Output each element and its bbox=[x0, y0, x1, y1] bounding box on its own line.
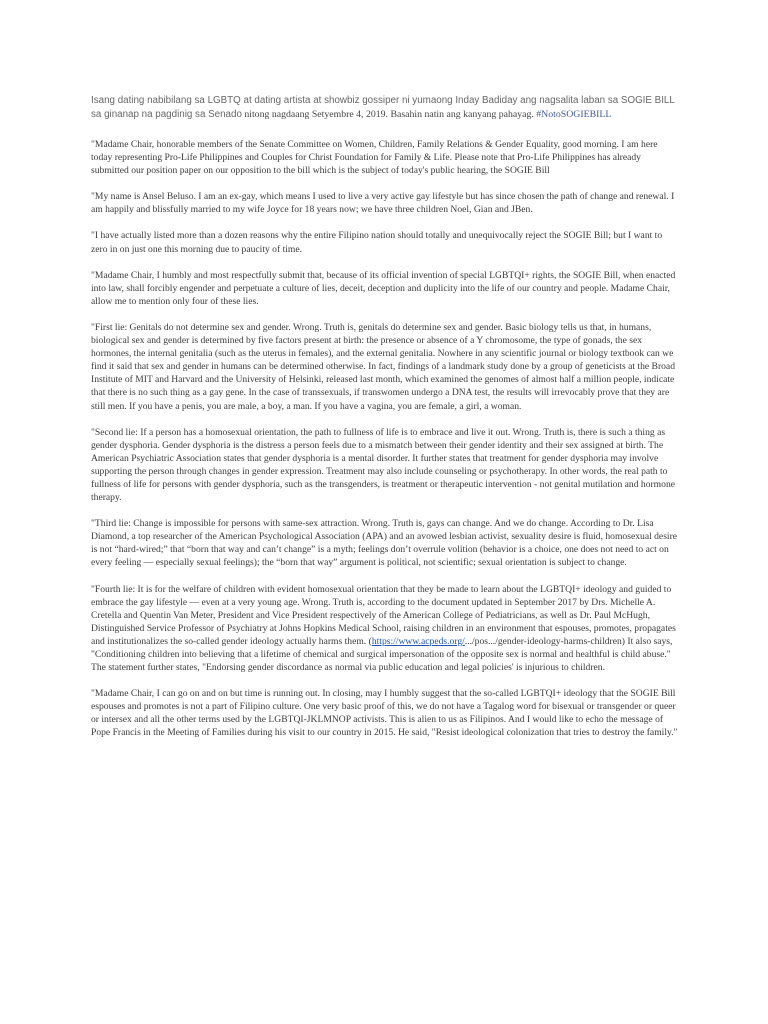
intro-paragraph bbox=[91, 94, 680, 121]
paragraph-third-lie: "Third lie: Change is impossible for persons with same-sex attraction. Wrong. Truth is, gays can change. And we do change. According to Dr. Lisa Diamond, a top researcher of the American Psychological Association (APA) and an avowed lesbian activist, sexuality desire is fluid, homosexual desire is not “hard-wired;” that “born that way and can’t change” is a myth; feelings don’t overrule volition (behavior is a choice, one does not need to act on every feeling — especially sexual feelings); the “born that way” argument is political, not scientific; sexual orientation is subject to change. bbox=[91, 518, 678, 569]
document-page bbox=[91, 94, 680, 753]
fourth-lie-text-after-link: .../pos.../gender-ideology-harms-children) It also says, "Conditioning children into believing that a lifetime of chemical and surgical impersonation of the opposite sex is normal and healthful is child abuse." The statement further states, "Endorsing gender discordance as normal via public education and legal policies' is injurious to children. bbox=[91, 635, 673, 674]
paragraph-submission: "Madame Chair, I humbly and most respectfully submit that, because of its official invention of special LGBTQI+ rights, the SOGIE Bill, when enacted into law, shall forcibly engender and perpetuate a culture of lies, deceit, deception and duplicity into the life of our country and people. Madame Chair, allow me to mention only four of these lies. bbox=[91, 269, 676, 307]
fourth-lie-text-before-link: "Fourth lie: It is for the welfare of children with evident homosexual orientation that they be made to learn about the LGBTQI+ ideology and guided to embrace the gay lifestyle — even at a very young age. Wrong. Truth is, according to the document updated in September 2017 by Drs. Michelle A. Cretella and Quentin Van Meter, President and Vice President respectively of the American College of Pediatricians, as well as Dr. Paul McHugh, Distinguished Service Professor of Psychiatry at Johns Hopkins Medical School, raising children in an environment that espouses, promotes, propagates and institutionalizes the so-called gender ideology actually harms them. ( bbox=[91, 583, 676, 647]
paragraph-second-lie: "Second lie: If a person has a homosexual orientation, the path to fullness of life is to embrace and live it out. Wrong. Truth is, there is such a thing as gender dysphoria. Gender dysphoria is the distress a person feels due to a mismatch between their gender identity and their sex assigned at birth. The American Psychiatric Association states that gender dysphoria is a mental disorder. It further states that treatment for gender dysphoria may involve supporting the person through changes in gender expression. Treatment may also include counseling or psychotherapy. In other words, the real path to fullness of life for persons with gender dysphoria, such as the transgenders, is treatment or therapeutic intervention - not genital mutilation and hormone therapy. bbox=[91, 426, 675, 504]
paragraph-first-lie: "First lie: Genitals do not determine sex and gender. Wrong. Truth is, genitals do determine sex and gender. Basic biology tells us that, in humans, biological sex and gender is determined by five factors present at birth: the presence or absence of a Y chromosome, the type of gonads, the sex hormones, the internal genitalia (such as the uterus in females), and the external genitalia. Nowhere in any scientific journal or biology textbook can we find it said that sex and gender in humans can be determined otherwise. In fact, findings of a landmark study done by a group of geneticists at the Broad Institute of MIT and Harvard and the University of Helsinki, released last month, which examined the genomes of almost half a million people, indicate that there is no such thing as a gay gene. In the case of transsexuals, if transwomen undergo a DNA test, the results will irrevocably prove that they are still men. If you have a penis, you are male, a boy, a man. If you have a vagina, you are female, a girl, a woman. bbox=[91, 321, 675, 412]
paragraph-reasons: "I have actually listed more than a dozen reasons why the entire Filipino nation should totally and unequivocally reject the SOGIE Bill; but I want to zero in on just one this morning due to paucity of time. bbox=[91, 230, 663, 255]
paragraph-fourth-lie bbox=[91, 583, 680, 675]
acpeds-link[interactable]: https://www.acpeds.org/ bbox=[371, 635, 465, 647]
intro-serif-text: nitong nagdaang Setyembre 4, 2019. Basahin natin ang kanyang pahayag. bbox=[241, 108, 537, 120]
intro-sans-text: Isang dating nabibilang sa LGBTQ at dating artista at showbiz gossiper ni yumaong Inday Badiday ang nagsalita laban sa SOGIE BILL sa ginanap na pagdinig sa Senado bbox=[91, 95, 675, 120]
paragraph-greeting: "Madame Chair, honorable members of the Senate Committee on Women, Children, Family Relations & Gender Equality, good morning. I am here today representing Pro-Life Philippines and Couples for Christ Foundation for Family & Life. Please note that Pro-Life Philippines has already submitted our position paper on our opposition to the bill which is the subject of today's public hearing, the SOGIE Bill bbox=[91, 139, 658, 177]
hashtag-link[interactable]: #NotoSOGIEBILL bbox=[536, 108, 612, 120]
paragraph-introduction: "My name is Ansel Beluso. I am an ex-gay, which means I used to live a very active gay lifestyle but has since chosen the path of change and renewal. I am happily and blissfully married to my wife Joyce for 18 years now; we have three children Noel, Gian and JBen. bbox=[91, 191, 675, 216]
paragraph-closing: "Madame Chair, I can go on and on but time is running out. In closing, may I humbly suggest that the so-called LGBTQI+ ideology that the SOGIE Bill espouses and promotes is not a part of Filipino culture. One very basic proof of this, we do not have a Tagalog word for bisexual or transgender or queer or intersex and all the other terms used by the LGBTQI-JKLMNOP activists. This is alien to us as Filipinos. And I would like to echo the message of Pope Francis in the Meeting of Families during his visit to our country in 2015. He said, "Resist ideological colonization that tries to destroy the family." bbox=[91, 688, 678, 739]
